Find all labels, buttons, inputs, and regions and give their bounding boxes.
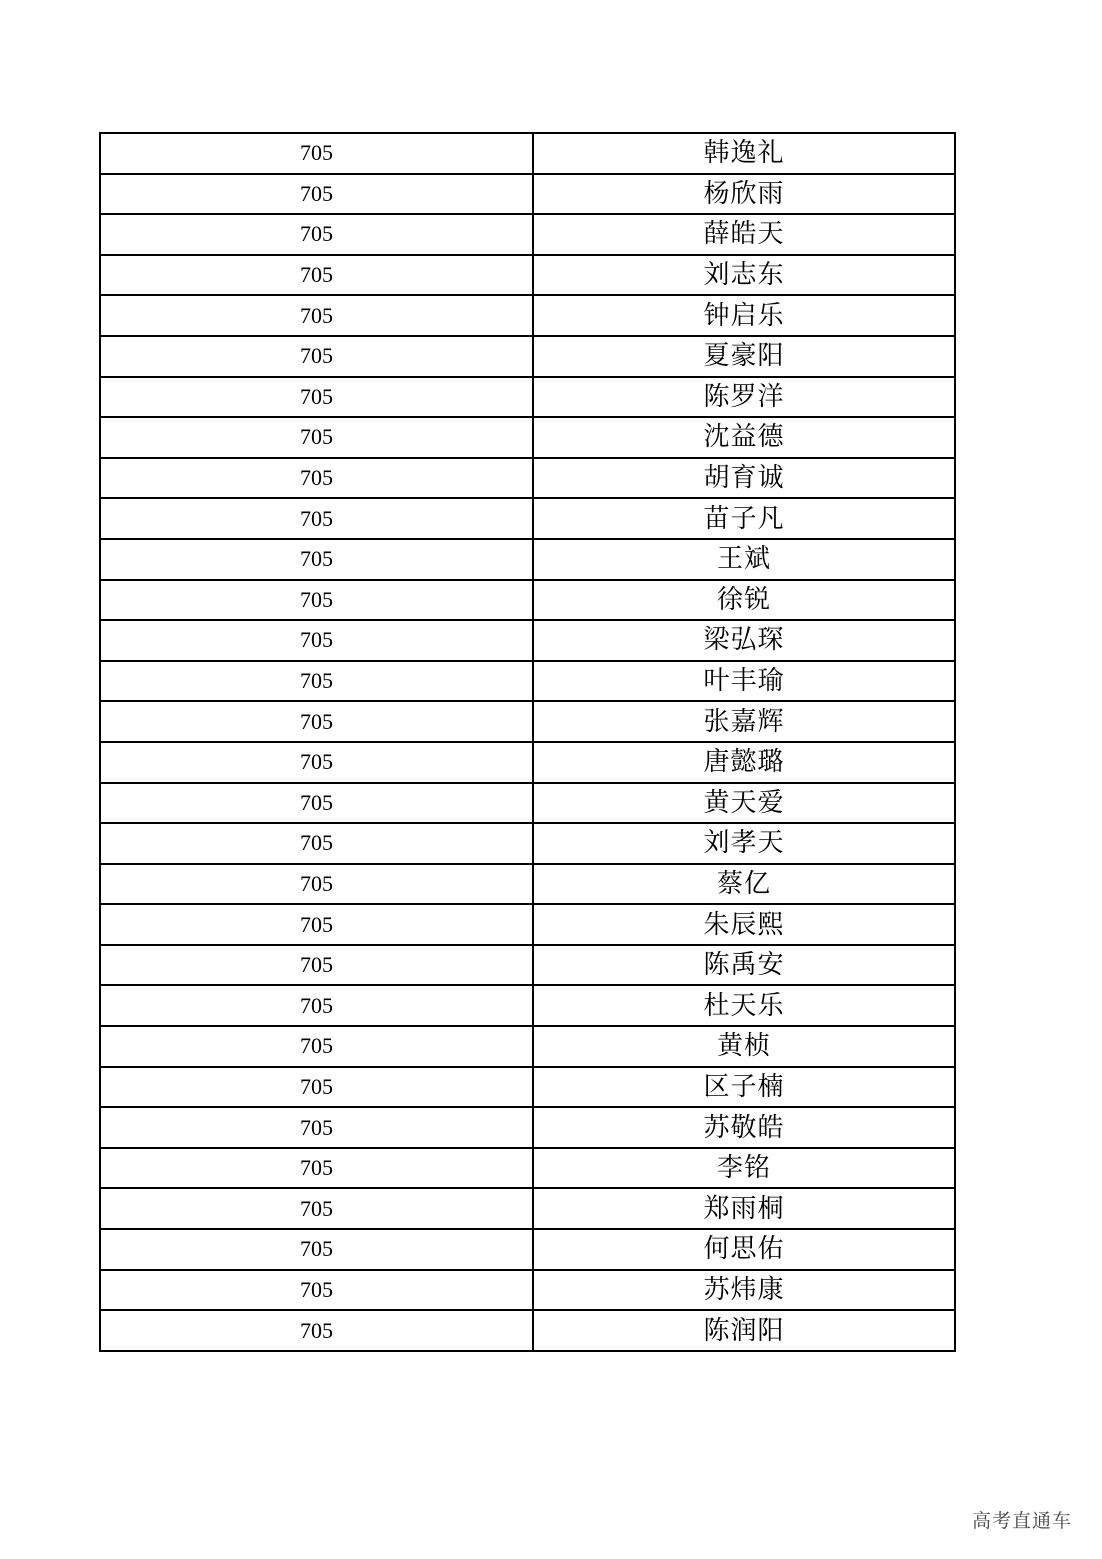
score-cell: 705 (100, 458, 533, 499)
table-row (100, 458, 955, 499)
score-cell: 705 (100, 661, 533, 702)
table-row (100, 783, 955, 824)
table-row (100, 1270, 955, 1311)
name-cell: 梁弘琛 (533, 620, 955, 661)
table-row (100, 701, 955, 742)
name-cell: 刘志东 (533, 255, 955, 296)
table-row (100, 823, 955, 864)
table-row (100, 742, 955, 783)
name-cell: 韩逸礼 (533, 133, 955, 174)
table-row (100, 904, 955, 945)
score-cell: 705 (100, 1310, 533, 1351)
name-cell: 沈益德 (533, 417, 955, 458)
score-cell: 705 (100, 377, 533, 418)
table-row (100, 620, 955, 661)
name-cell: 苏敬皓 (533, 1107, 955, 1148)
table-row (100, 133, 955, 174)
score-cell: 705 (100, 539, 533, 580)
name-cell: 郑雨桐 (533, 1188, 955, 1229)
score-cell: 705 (100, 985, 533, 1026)
table-row (100, 864, 955, 905)
name-cell: 刘孝天 (533, 823, 955, 864)
score-cell: 705 (100, 1229, 533, 1270)
table-row (100, 1229, 955, 1270)
name-cell: 杜天乐 (533, 985, 955, 1026)
name-cell: 陈禹安 (533, 945, 955, 986)
score-cell: 705 (100, 1107, 533, 1148)
table-row (100, 214, 955, 255)
score-cell: 705 (100, 823, 533, 864)
score-cell: 705 (100, 864, 533, 905)
table-row (100, 255, 955, 296)
name-cell: 黄天爱 (533, 783, 955, 824)
table-row (100, 661, 955, 702)
score-cell: 705 (100, 701, 533, 742)
name-cell: 王斌 (533, 539, 955, 580)
table-row (100, 1310, 955, 1351)
name-cell: 区子楠 (533, 1067, 955, 1108)
score-cell: 705 (100, 214, 533, 255)
watermark-text: 高考直通车 (971, 1510, 1072, 1532)
score-cell: 705 (100, 498, 533, 539)
table-row (100, 417, 955, 458)
score-cell: 705 (100, 336, 533, 377)
table-row (100, 539, 955, 580)
score-cell: 705 (100, 1188, 533, 1229)
table-row (100, 336, 955, 377)
score-cell: 705 (100, 742, 533, 783)
table-row (100, 498, 955, 539)
table-row (100, 295, 955, 336)
score-cell: 705 (100, 174, 533, 215)
name-cell: 朱辰熙 (533, 904, 955, 945)
table-row (100, 174, 955, 215)
table-row (100, 1188, 955, 1229)
score-cell: 705 (100, 904, 533, 945)
name-cell: 苗子凡 (533, 498, 955, 539)
table-row (100, 985, 955, 1026)
score-name-table (99, 132, 956, 1352)
name-cell: 陈罗洋 (533, 377, 955, 418)
name-cell: 唐懿璐 (533, 742, 955, 783)
score-cell: 705 (100, 1148, 533, 1189)
name-cell: 陈润阳 (533, 1310, 955, 1351)
name-cell: 叶丰瑜 (533, 661, 955, 702)
name-cell: 蔡亿 (533, 864, 955, 905)
name-cell: 夏豪阳 (533, 336, 955, 377)
table-row (100, 580, 955, 621)
score-cell: 705 (100, 945, 533, 986)
table-row (100, 1148, 955, 1189)
name-cell: 李铭 (533, 1148, 955, 1189)
name-cell: 胡育诚 (533, 458, 955, 499)
table-row (100, 377, 955, 418)
score-cell: 705 (100, 783, 533, 824)
table-row (100, 1026, 955, 1067)
score-cell: 705 (100, 255, 533, 296)
name-cell: 杨欣雨 (533, 174, 955, 215)
score-cell: 705 (100, 417, 533, 458)
score-cell: 705 (100, 133, 533, 174)
table-row (100, 1107, 955, 1148)
score-cell: 705 (100, 580, 533, 621)
table-body (100, 133, 955, 1351)
name-cell: 张嘉辉 (533, 701, 955, 742)
score-cell: 705 (100, 295, 533, 336)
score-cell: 705 (100, 1067, 533, 1108)
score-cell: 705 (100, 1026, 533, 1067)
name-cell: 钟启乐 (533, 295, 955, 336)
name-cell: 黄桢 (533, 1026, 955, 1067)
score-cell: 705 (100, 620, 533, 661)
table-row (100, 945, 955, 986)
score-cell: 705 (100, 1270, 533, 1311)
name-cell: 何思佑 (533, 1229, 955, 1270)
name-cell: 徐锐 (533, 580, 955, 621)
name-cell: 苏炜康 (533, 1270, 955, 1311)
name-cell: 薛皓天 (533, 214, 955, 255)
table-row (100, 1067, 955, 1108)
